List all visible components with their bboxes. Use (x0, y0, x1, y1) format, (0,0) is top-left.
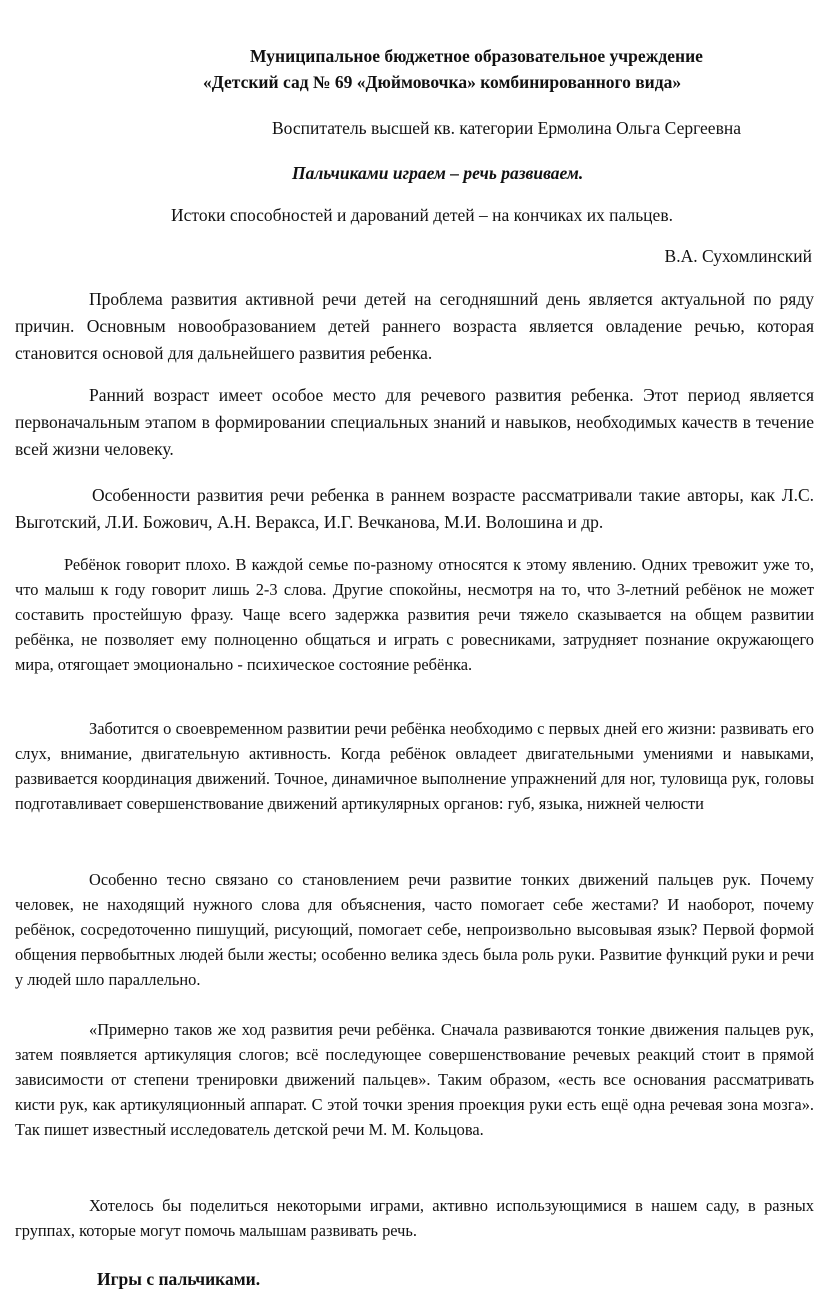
author-line: Воспитатель высшей кв. категории Ермолина Ольга Сергеевна (272, 118, 741, 138)
paragraph-1: Проблема развития активной речи детей на сегодняшний день является актуальной по ряду причин. Основным новообразованием детей раннего возраста является овладение речью, которая становится основой для дальнейшего развития ребенка. (15, 289, 814, 363)
paragraph-3: Особенности развития речи ребенка в раннем возрасте рассматривали такие авторы, как Л.С. Выготский, Л.И. Божович, А.Н. Веракса, И.Г. Вечканова, М.И. Волошина и др. (15, 485, 814, 532)
section-heading: Игры с пальчиками. (97, 1269, 261, 1289)
paragraph-6: Особенно тесно связано со становлением речи развитие тонких движений пальцев рук. Почему человек, не находящий нужного слова для объяснения, часто помогает себе жестами? И наоборот, почему ребёнок, сосредоточенно пишущий, рисующий, помогает себе, непроизвольно высовывая язык? Первой формой общения первобытных людей были жесты; особенно велика здесь была роль руки. Развитие функций руки и речи у людей шло параллельно. (15, 870, 814, 989)
document-title: Пальчиками играем – речь развиваем. (292, 163, 584, 183)
epigraph-quote: Истоки способностей и дарований детей – на кончиках их пальцев. (171, 205, 673, 225)
institution-line-2: «Детский сад № 69 «Дюймовочка» комбинированного вида» (203, 72, 682, 92)
paragraph-4: Ребёнок говорит плохо. В каждой семье по-разному относятся к этому явлению. Одних тревожит уже то, что малыш к году говорит лишь 2-3 слова. Другие спокойны, несмотря на то, что 3-летний ребёнок не может составить простейшую фразу. Чаще всего задержка развития речи тяжело сказывается на общем развитии ребёнка, не позволяет ему полноценно общаться и играть с ровесниками, затрудняет познание окружающего мира, отягощает эмоционально - психическое состояние ребёнка. (15, 555, 814, 674)
paragraph-7: «Примерно таков же ход развития речи ребёнка. Сначала развиваются тонкие движения пальцев рук, затем появляется артикуляция слогов; всё последующее совершенствование речевых реакций стоит в прямой зависимости от степени тренировки движений пальцев». Таким образом, «есть все основания рассматривать кисти рук, как артикуляционный аппарат. С этой точки зрения проекция руки есть ещё одна речевая зона мозга». Так пишет известный исследователь детской речи М. М. Кольцова. (15, 1020, 814, 1139)
paragraph-2: Ранний возраст имеет особое место для речевого развития ребенка. Этот период является первоначальным этапом в формировании специальных знаний и навыков, необходимых качеств в течение всей жизни человеку. (15, 385, 814, 459)
institution-line-1: Муниципальное бюджетное образовательное учреждение (250, 46, 703, 66)
paragraph-5: Заботится о своевременном развитии речи ребёнка необходимо с первых дней его жизни: развивать его слух, внимание, двигательную активность. Когда ребёнок овладеет двигательными умениями и навыками, развивается координация движений. Точное, динамичное выполнение упражнений для ног, туловища рук, головы подготавливает совершенствование движений артикулярных органов: губ, языка, нижней челюсти (15, 719, 814, 813)
epigraph-attribution: В.А. Сухомлинский (664, 246, 812, 266)
paragraph-8: Хотелось бы поделиться некоторыми играми, активно использующимися в нашем саду, в разных группах, которые могут помочь малышам развивать речь. (15, 1196, 814, 1240)
